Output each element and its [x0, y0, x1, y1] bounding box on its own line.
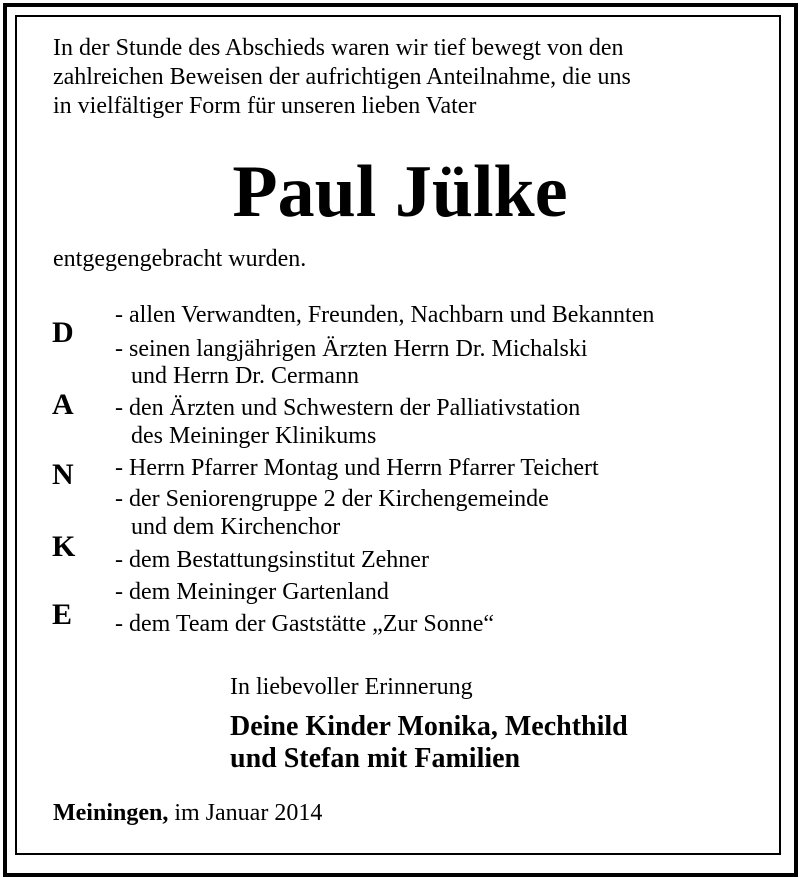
place-name: Meiningen,: [53, 800, 169, 826]
thanks-item: - dem Bestattungsinstitut Zehner: [115, 547, 429, 573]
place-date: [53, 798, 322, 828]
thanks-item: - den Ärzten und Schwestern der Palliativstation: [115, 395, 581, 421]
thanks-item-continuation: und dem Kirchenchor: [131, 514, 341, 540]
danke-letter-d: D: [52, 316, 74, 349]
thanks-item-continuation: des Meininger Klinikums: [131, 423, 377, 449]
intro-line: in vielfältiger Form für unseren lieben Vater: [53, 93, 477, 119]
thanks-item: - der Seniorengruppe 2 der Kirchengemeinde: [115, 486, 549, 512]
thanks-item: - allen Verwandten, Freunden, Nachbarn und Bekannten: [115, 302, 655, 328]
closing-phrase: entgegengebracht wurden.: [53, 246, 307, 272]
intro-line: zahlreichen Beweisen der aufrichtigen Anteilnahme, die uns: [53, 64, 631, 90]
family-line: und Stefan mit Familien: [230, 743, 521, 774]
family-line: Deine Kinder Monika, Mechthild: [230, 711, 628, 742]
thanks-item: - seinen langjährigen Ärzten Herrn Dr. Michalski: [115, 336, 588, 362]
memory-line: In liebevoller Erinnerung: [230, 674, 473, 700]
date-text: im Januar 2014: [174, 800, 323, 826]
danke-letter-n: N: [52, 458, 74, 491]
deceased-name: Paul Jülke: [232, 151, 568, 233]
thanks-item: - dem Meininger Gartenland: [115, 579, 389, 605]
thanks-item: - Herrn Pfarrer Montag und Herrn Pfarrer Teichert: [115, 455, 599, 481]
thanks-item: - dem Team der Gaststätte „Zur Sonne“: [115, 611, 495, 637]
danke-letter-k: K: [52, 530, 76, 563]
intro-line: In der Stunde des Abschieds waren wir tief bewegt von den: [53, 35, 624, 61]
danke-letter-a: A: [52, 388, 74, 421]
danke-letter-e: E: [52, 598, 73, 631]
thanks-item-continuation: und Herrn Dr. Cermann: [131, 363, 359, 389]
intro-text: [53, 34, 753, 121]
